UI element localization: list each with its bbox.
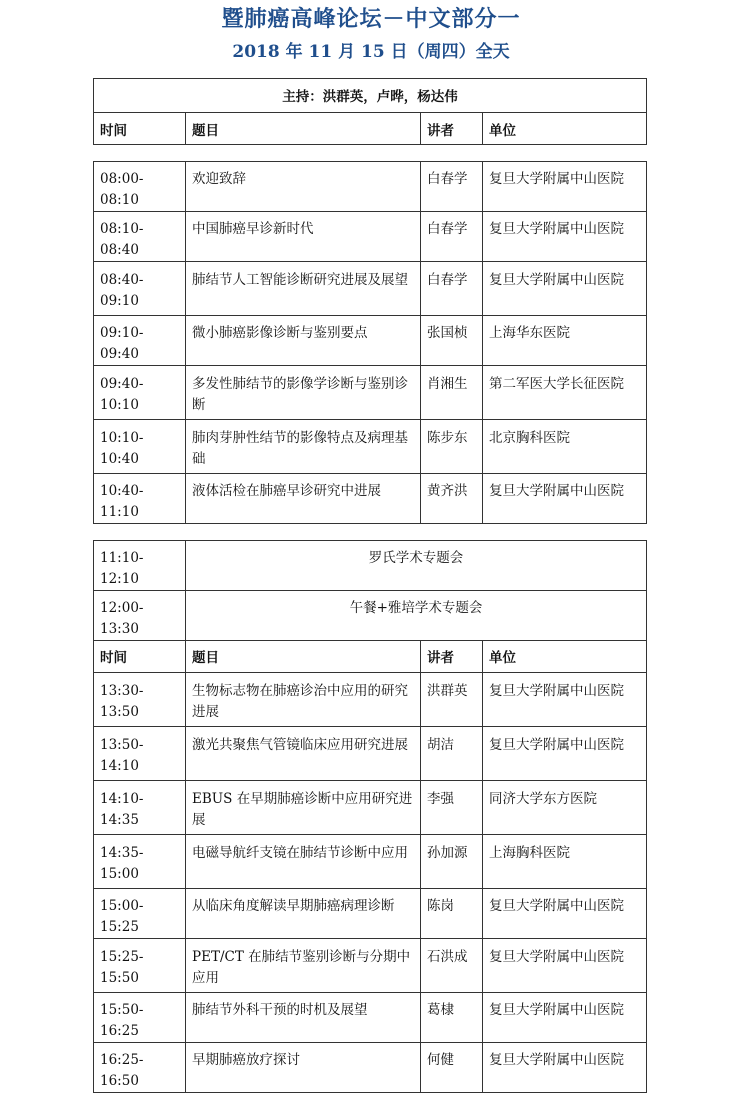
speaker-cell: 白春学 (421, 162, 483, 212)
topic-cell: 从临床角度解读早期肺癌病理诊断 (186, 889, 421, 939)
time-cell: 13:30-13:50 (94, 673, 186, 727)
unit-cell: 复旦大学附属中山医院 (483, 162, 647, 212)
topic-cell: PET/CT 在肺结节鉴别诊断与分期中应用 (186, 939, 421, 993)
speaker-cell: 石洪成 (421, 939, 483, 993)
gap-row (94, 524, 647, 541)
header-time: 时间 (94, 113, 186, 145)
unit-cell: 复旦大学附属中山医院 (483, 889, 647, 939)
speaker-cell: 洪群英 (421, 673, 483, 727)
page-title: 暨肺癌高峰论坛－中文部分一 (221, 7, 521, 32)
unit-cell: 复旦大学附属中山医院 (483, 939, 647, 993)
table-row (94, 474, 647, 524)
time-cell: 14:35-15:00 (94, 835, 186, 889)
table-row (94, 781, 647, 835)
page-subtitle: 2018 年 11 月 15 日（周四）全天 (232, 42, 510, 62)
header-topic: 题目 (186, 113, 421, 145)
table-row (94, 212, 647, 262)
break-label: 午餐+雅培学术专题会 (186, 591, 647, 641)
topic-cell: 生物标志物在肺癌诊治中应用的研究进展 (186, 673, 421, 727)
header-topic: 题目 (186, 641, 421, 673)
speaker-cell: 陈岗 (421, 889, 483, 939)
header-speaker: 讲者 (421, 113, 483, 145)
time-cell: 09:40-10:10 (94, 366, 186, 420)
speaker-cell: 张国桢 (421, 316, 483, 366)
table-row (94, 673, 647, 727)
table-row (94, 366, 647, 420)
table-row (94, 162, 647, 212)
time-cell: 10:10-10:40 (94, 420, 186, 474)
header-speaker: 讲者 (421, 641, 483, 673)
speaker-cell: 胡洁 (421, 727, 483, 781)
unit-cell: 复旦大学附属中山医院 (483, 727, 647, 781)
table-row (94, 420, 647, 474)
header-unit: 单位 (483, 641, 647, 673)
table-row (94, 316, 647, 366)
host-row (94, 79, 647, 113)
table-row (94, 835, 647, 889)
topic-cell: 欢迎致辞 (186, 162, 421, 212)
table-row (94, 262, 647, 316)
speaker-cell: 孙加源 (421, 835, 483, 889)
topic-cell: 肺结节人工智能诊断研究进展及展望 (186, 262, 421, 316)
gap-cell (94, 524, 647, 541)
topic-cell: 微小肺癌影像诊断与鉴别要点 (186, 316, 421, 366)
schedule-table (93, 78, 647, 1093)
table-row (94, 1043, 647, 1093)
speaker-cell: 白春学 (421, 212, 483, 262)
break-row (94, 591, 647, 641)
header-time: 时间 (94, 641, 186, 673)
unit-cell: 复旦大学附属中山医院 (483, 993, 647, 1043)
unit-cell: 第二军医大学长征医院 (483, 366, 647, 420)
topic-cell: 肺肉芽肿性结节的影像特点及病理基础 (186, 420, 421, 474)
topic-cell: 肺结节外科干预的时机及展望 (186, 993, 421, 1043)
unit-cell: 复旦大学附属中山医院 (483, 212, 647, 262)
unit-cell: 北京胸科医院 (483, 420, 647, 474)
topic-cell: 多发性肺结节的影像学诊断与鉴别诊断 (186, 366, 421, 420)
time-cell: 10:40-11:10 (94, 474, 186, 524)
speaker-cell: 白春学 (421, 262, 483, 316)
unit-cell: 复旦大学附属中山医院 (483, 1043, 647, 1093)
table-row (94, 727, 647, 781)
speaker-cell: 陈步东 (421, 420, 483, 474)
speaker-cell: 何健 (421, 1043, 483, 1093)
topic-cell: 早期肺癌放疗探讨 (186, 1043, 421, 1093)
topic-cell: EBUS 在早期肺癌诊断中应用研究进展 (186, 781, 421, 835)
time-cell: 13:50-14:10 (94, 727, 186, 781)
time-cell: 11:10-12:10 (94, 541, 186, 591)
time-cell: 08:10-08:40 (94, 212, 186, 262)
unit-cell: 上海华东医院 (483, 316, 647, 366)
speaker-cell: 葛棣 (421, 993, 483, 1043)
speaker-cell: 肖湘生 (421, 366, 483, 420)
topic-cell: 激光共聚焦气管镜临床应用研究进展 (186, 727, 421, 781)
unit-cell: 复旦大学附属中山医院 (483, 474, 647, 524)
break-label: 罗氏学术专题会 (186, 541, 647, 591)
topic-cell: 中国肺癌早诊新时代 (186, 212, 421, 262)
speaker-cell: 李强 (421, 781, 483, 835)
time-cell: 12:00-13:30 (94, 591, 186, 641)
gap-row (94, 145, 647, 162)
unit-cell: 复旦大学附属中山医院 (483, 262, 647, 316)
gap-cell (94, 145, 647, 162)
header-row (94, 641, 647, 673)
table-row (94, 993, 647, 1043)
time-cell: 09:10-09:40 (94, 316, 186, 366)
header-row (94, 113, 647, 145)
unit-cell: 复旦大学附属中山医院 (483, 673, 647, 727)
time-cell: 15:25-15:50 (94, 939, 186, 993)
time-cell: 08:40-09:10 (94, 262, 186, 316)
time-cell: 14:10-14:35 (94, 781, 186, 835)
table-row (94, 939, 647, 993)
time-cell: 08:00-08:10 (94, 162, 186, 212)
header-unit: 单位 (483, 113, 647, 145)
unit-cell: 同济大学东方医院 (483, 781, 647, 835)
topic-cell: 液体活检在肺癌早诊研究中进展 (186, 474, 421, 524)
time-cell: 15:00-15:25 (94, 889, 186, 939)
break-row (94, 541, 647, 591)
time-cell: 15:50-16:25 (94, 993, 186, 1043)
host-cell: 主持：洪群英，卢晔，杨达伟 (94, 79, 647, 113)
time-cell: 16:25-16:50 (94, 1043, 186, 1093)
topic-cell: 电磁导航纤支镜在肺结节诊断中应用 (186, 835, 421, 889)
table-row (94, 889, 647, 939)
unit-cell: 上海胸科医院 (483, 835, 647, 889)
speaker-cell: 黄齐洪 (421, 474, 483, 524)
